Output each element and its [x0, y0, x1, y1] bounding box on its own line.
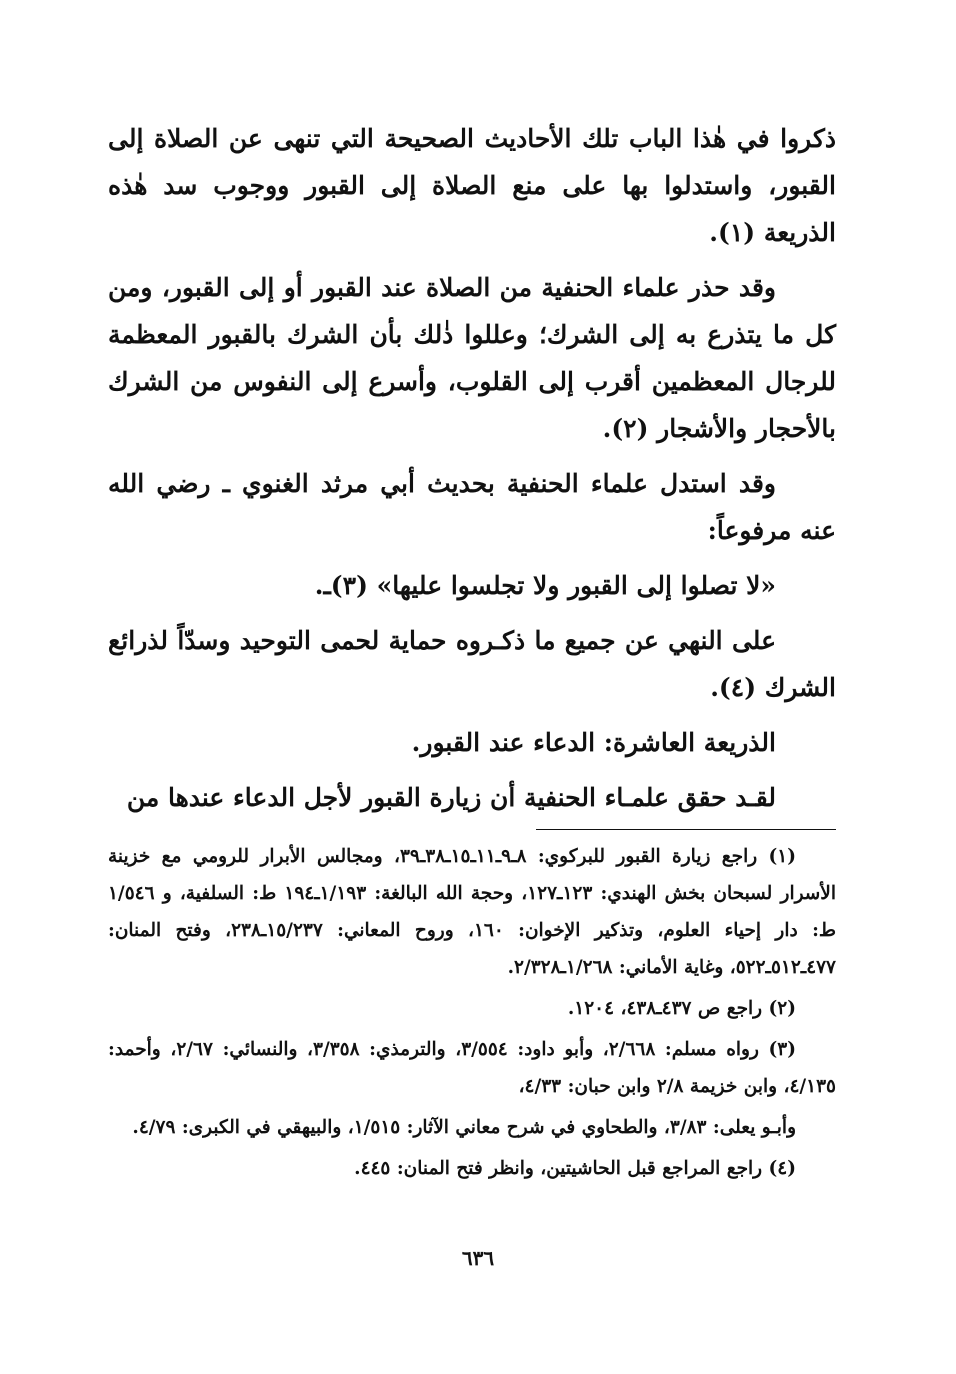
- section-heading: [108, 719, 836, 766]
- paragraph-3: وقد استدل علماء الحنفية بحديث أبي مرثد الغنوي ـ رضي الله عنه مرفوعاً:: [108, 469, 836, 545]
- footnote-2: (٢) راجع ص ٤٣٧ـ٤٣٨، ١٢٠٤.: [567, 998, 796, 1019]
- footnotes: [108, 838, 836, 1187]
- footnote-4: (٤) راجع المراجع قبل الحاشيتين، وانظر فتح المنان: ٤٤٥.: [354, 1158, 796, 1179]
- heading-title: الذريعة العاشرة:: [603, 728, 776, 757]
- paragraph-5: لقـد حقق علمـاء الحنفية أن زيارة القبور لأجل الدعاء عندها من: [126, 783, 776, 812]
- paragraph-1: ذكروا في هٰذا الباب تلك الأحاديث الصحيحة التي تنهى عن الصلاة إلى القبور، واستدلوا بها على منع الصلاة إلى القبور ووجوب سد هٰذه الذريعة (١).: [108, 124, 836, 247]
- main-text: [108, 115, 836, 821]
- paragraph-2: وقد حذر علماء الحنفية من الصلاة عند القبور أو إلى القبور، ومن كل ما يتذرع به إلى الشرك؛ وعللوا ذٰلك بأن الشرك بالقبور المعظمة للرجال المعظمين أقرب إلى القلوب، وأسرع إلى النفوس من الشرك بالأحجار والأشجار (٢).: [108, 273, 836, 443]
- heading-text: الدعاء عند القبور.: [411, 728, 604, 757]
- footnote-divider: [536, 829, 836, 830]
- paragraph-4: على النهي عن جميع ما ذكـروه حماية لحمى التوحيد وسدّاً لذرائع الشرك (٤).: [108, 626, 836, 702]
- hadith-quote: «لا تصلوا إلى القبور ولا تجلسوا عليها» (٣)ـ.: [314, 571, 776, 600]
- footnote-3: (٣) رواه مسلم: ٢/٦٦٨، وأبو داود: ٣/٥٥٤، والترمذي: ٣/٣٥٨، والنسائي: ٢/٦٧، وأحمد: ٤/١٣٥، وابن خزيمة ٢/٨ وابن حبان: ٤/٣٣،: [108, 1039, 836, 1097]
- footnote-1: (١) راجع زيارة القبور للبركوي: ٨ـ٩ـ١١ـ١٥ـ٣٨ـ٣٩، ومجالس الأبرار للرومي مع خزينة الأسرار لسبحان بخش الهندي: ١٢٣ـ١٢٧، وحجة الله البالغة: ١/١٩٣ـ١٩٤ ط: السلفية، و ١/٥٤٦ ط: دار إحياء العلوم، وتذكير الإخوان: ١٦٠، وروح المعاني: ١٥/٢٣٧ـ٢٣٨، وفتح المنان: ٤٧٧ـ٥١٢ـ٥٢٢، وغاية الأماني: ١/٢٦٨ـ٢/٣٢٨.: [108, 846, 837, 978]
- page-content: [108, 115, 836, 1191]
- page-number: ٦٣٦: [461, 1246, 495, 1270]
- footnote-3-continued: وأبـو يعلى: ٣/٨٣، والطحاوي في شرح معاني الآثار: ١/٥١٥، والبيهقي في الكبرى: ٤/٧٩.: [132, 1117, 796, 1138]
